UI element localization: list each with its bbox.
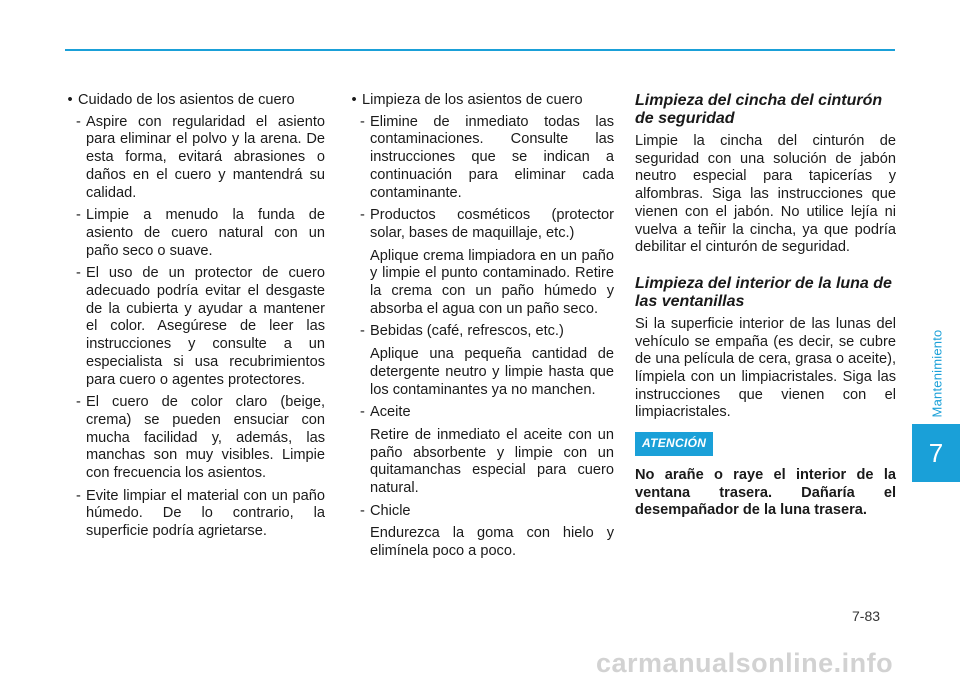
page-number: 7-83 [852,608,881,624]
paragraph: Si la superficie interior de las lunas del vehículo se empaña (es decir, se cubre de una película de cera, grasa o aceite), límpiela con un limpiacristales. Siga las instrucciones que vienen con el limpiacristales. [635,315,896,421]
list-item: - Aspire con regularidad el asiento para eliminar el polvo y la arena. De esta forma, evitará abrasiones o daños en el cuero y mantendrá su calidad. [76,113,325,201]
bullet-icon: • [67,92,73,108]
list-item: - El cuero de color claro (beige, crema) se pueden ensuciar con mucha facilidad y, además, las manchas son muy visibles. Limpie con frecuencia los asientos. [76,394,325,482]
warning-badge: ATENCIÓN [635,432,713,456]
list-item: - Chicle [360,502,411,519]
bullet-leather-care: • Cuidado de los asientos de cuero [62,92,325,110]
watermark: carmanualsonline.info [596,648,894,678]
list-item-body: Retire de inmediato el aceite con un paño absorbente y limpie con un quitamanchas especial para cuero natural. [370,426,614,497]
chapter-tab: 7 [912,424,960,482]
bullet-leather-cleaning: • Limpieza de los asientos de cuero [346,92,614,110]
column-3 [635,92,896,520]
list-item: - Aceite [360,404,411,421]
list-item: - Evite limpiar el material con un paño húmedo. De lo contrario, la superficie podría agrietarse. [76,487,325,540]
list-item: - Elimine de inmediato todas las contaminaciones. Consulte las instrucciones que se indican a continuación para eliminar cada contaminante. [360,113,614,201]
header-rule [65,49,895,51]
list-item-body: Aplique crema limpiadora en un paño y limpie el punto contaminado. Retire la crema con un paño húmedo y absorba el agua con un paño seco. [370,247,614,317]
warning-text: No arañe o raye el interior de la ventana trasera. Dañaría el desempañador de la luna trasera. [635,466,896,519]
column-1 [62,92,325,546]
list-item: - Bebidas (café, refrescos, etc.) [360,323,564,340]
section-heading: Limpieza del cincha del cinturón de seguridad [635,92,883,127]
list-item: - Productos cosméticos (protector solar, bases de maquillaje, etc.) [360,207,614,241]
list-item-body: Aplique una pequeña cantidad de detergente neutro y limpie hasta que los contaminantes ya no manchen. [370,346,614,398]
paragraph: Limpie la cincha del cinturón de seguridad con una solución de jabón neutro especial para tapicerías y alfombras. Siga las instrucciones que vienen con el jabón. No utilice lejía ni vuelva a teñir la cincha, ya que podría debilitar el cinturón de seguridad. [635,133,896,256]
column-2 [346,92,614,566]
section-heading: Limpieza del interior de la luna de las ventanillas [635,274,892,310]
list-item: - El uso de un protector de cuero adecuado podría evitar el desgaste de la cubierta y ayudar a mantener el color. Asegúrese de leer las instrucciones y consulte a un especialista si usa recubrimientos para cuero o agentes protectores. [76,265,325,388]
section-side-label: Mantenimiento [929,329,945,417]
list-item-body: Endurezca la goma con hielo y elimínela poco a poco. [370,525,614,560]
list-item: - Limpie a menudo la funda de asiento de cuero natural con un paño seco o suave. [76,207,325,259]
bullet-icon: • [351,92,357,108]
